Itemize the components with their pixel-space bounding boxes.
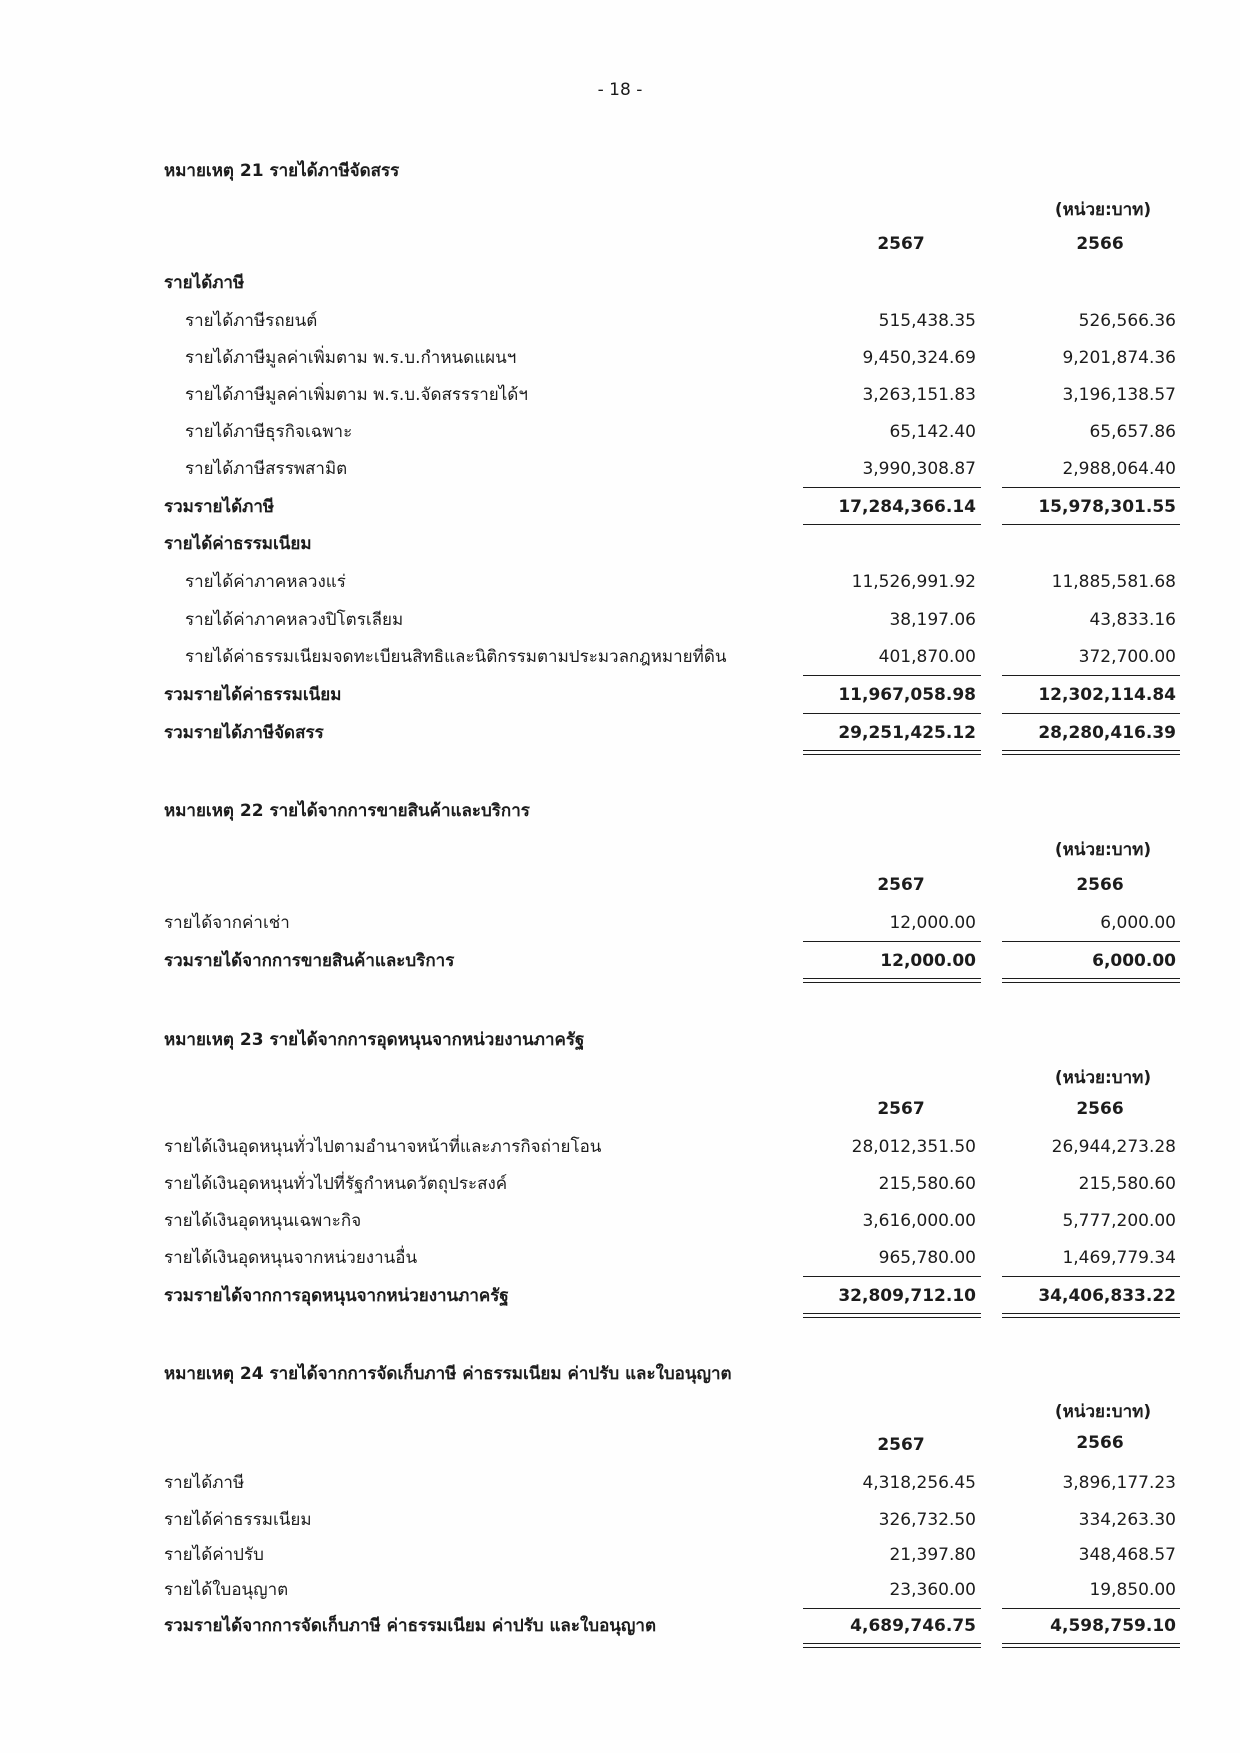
subtotal-row — [0, 682, 1240, 712]
unit-label: (หน่วย:บาท) — [1054, 200, 1152, 220]
note-title: หมายเหตุ 22 รายได้จากการขายสินค้าและบริการ — [164, 801, 530, 821]
double-rule — [803, 1313, 981, 1318]
rule — [803, 524, 981, 525]
rule — [1002, 487, 1180, 488]
total-2567: 12,000.00 — [880, 951, 976, 971]
year-header-2567: 2567 — [877, 234, 925, 254]
table-row — [0, 569, 1240, 599]
table-row — [0, 456, 1240, 486]
year-header-2566: 2566 — [1076, 1099, 1124, 1119]
row-label: รายได้ใบอนุญาต — [164, 1580, 289, 1600]
group-heading-row — [0, 270, 1240, 300]
table-row — [0, 644, 1240, 674]
row-label: รายได้จากค่าเช่า — [164, 913, 290, 933]
table-row — [0, 1134, 1240, 1164]
page-number: - 18 - — [597, 80, 643, 100]
note-title: หมายเหตุ 21 รายได้ภาษีจัดสรร — [164, 161, 400, 181]
note-title: หมายเหตุ 23 รายได้จากการอุดหนุนจากหน่วยงานภาครัฐ — [164, 1030, 585, 1050]
value-2566: 19,850.00 — [1089, 1580, 1176, 1600]
year-header-2566: 2566 — [1076, 1433, 1124, 1453]
value-2566: 526,566.36 — [1078, 311, 1176, 331]
total-label: รวมรายได้จากการขายสินค้าและบริการ — [164, 951, 455, 971]
row-label: รายได้ภาษีมูลค่าเพิ่มตาม พ.ร.บ.กำหนดแผนฯ — [185, 348, 517, 368]
value-2567: 3,616,000.00 — [862, 1211, 976, 1231]
total-row — [0, 948, 1240, 978]
subtotal-row — [0, 494, 1240, 524]
rule — [1002, 524, 1180, 525]
table-row — [0, 607, 1240, 637]
double-rule — [1002, 1643, 1180, 1648]
year-header-2567: 2567 — [877, 875, 925, 895]
unit-label: (หน่วย:บาท) — [1054, 1068, 1152, 1088]
value-2567: 4,318,256.45 — [862, 1473, 976, 1493]
row-label: รายได้เงินอุดหนุนเฉพาะกิจ — [164, 1211, 362, 1231]
row-label: รายได้ภาษี — [164, 1473, 245, 1493]
total-2566: 4,598,759.10 — [1050, 1616, 1176, 1636]
rule — [803, 675, 981, 676]
note-title: หมายเหตุ 24 รายได้จากการจัดเก็บภาษี ค่าธรรมเนียม ค่าปรับ และใบอนุญาต — [164, 1364, 732, 1384]
table-row — [0, 1171, 1240, 1201]
total-2566: 28,280,416.39 — [1038, 723, 1176, 743]
table-row — [0, 382, 1240, 412]
rule — [803, 941, 981, 942]
total-2567: 4,689,746.75 — [850, 1616, 976, 1636]
double-rule — [803, 750, 981, 755]
group-heading-row — [0, 531, 1240, 561]
year-header-2566: 2566 — [1076, 234, 1124, 254]
row-label: รายได้เงินอุดหนุนทั่วไปตามอำนาจหน้าที่และภารกิจถ่ายโอน — [164, 1137, 602, 1157]
value-2567: 401,870.00 — [878, 647, 976, 667]
rule — [803, 487, 981, 488]
subtotal-label: รวมรายได้ค่าธรรมเนียม — [164, 685, 342, 705]
double-rule — [803, 1643, 981, 1648]
rule — [803, 713, 981, 714]
rule — [1002, 675, 1180, 676]
row-label: รายได้ภาษีมูลค่าเพิ่มตาม พ.ร.บ.จัดสรรรายได้ฯ — [185, 385, 528, 405]
table-row — [0, 308, 1240, 338]
value-2566: 1,469,779.34 — [1062, 1248, 1176, 1268]
value-2566: 334,263.30 — [1078, 1510, 1176, 1530]
value-2566: 43,833.16 — [1089, 610, 1176, 630]
row-label: รายได้ค่าปรับ — [164, 1545, 264, 1565]
total-label: รวมรายได้จากการจัดเก็บภาษี ค่าธรรมเนียม ค่าปรับ และใบอนุญาต — [164, 1616, 656, 1636]
row-label: รายได้ภาษีธุรกิจเฉพาะ — [185, 422, 353, 442]
table-row — [0, 910, 1240, 940]
unit-label: (หน่วย:บาท) — [1054, 840, 1152, 860]
row-label: รายได้ค่าธรรมเนียม — [164, 1510, 312, 1530]
double-rule — [803, 978, 981, 983]
value-2567: 28,012,351.50 — [851, 1137, 976, 1157]
row-label: รายได้ค่าธรรมเนียมจดทะเบียนสิทธิและนิติกรรมตามประมวลกฎหมายที่ดิน — [185, 647, 727, 667]
total-2567: 32,809,712.10 — [838, 1286, 976, 1306]
rule — [1002, 941, 1180, 942]
rule — [1002, 1276, 1180, 1277]
subtotal-label: รวมรายได้ภาษี — [164, 497, 275, 517]
total-row — [0, 1613, 1240, 1643]
value-2566: 65,657.86 — [1089, 422, 1176, 442]
value-2567: 23,360.00 — [889, 1580, 976, 1600]
row-label: รายได้เงินอุดหนุนจากหน่วยงานอื่น — [164, 1248, 418, 1268]
total-2566: 34,406,833.22 — [1038, 1286, 1176, 1306]
value-2567: 38,197.06 — [889, 610, 976, 630]
double-rule — [1002, 978, 1180, 983]
total-2567: 29,251,425.12 — [838, 723, 976, 743]
value-2567: 21,397.80 — [889, 1545, 976, 1565]
group-heading: รายได้ค่าธรรมเนียม — [164, 534, 312, 554]
value-2566: 5,777,200.00 — [1062, 1211, 1176, 1231]
value-2566: 372,700.00 — [1078, 647, 1176, 667]
value-2566: 348,468.57 — [1078, 1545, 1176, 1565]
row-label: รายได้เงินอุดหนุนทั่วไปที่รัฐกำหนดวัตถุประสงค์ — [164, 1174, 508, 1194]
table-row — [0, 1470, 1240, 1500]
row-label: รายได้ภาษีสรรพสามิต — [185, 459, 348, 479]
subtotal-2566: 12,302,114.84 — [1038, 685, 1176, 705]
total-row — [0, 720, 1240, 750]
year-header-2567: 2567 — [877, 1435, 925, 1455]
value-2566: 26,944,273.28 — [1051, 1137, 1176, 1157]
value-2567: 65,142.40 — [889, 422, 976, 442]
value-2566: 215,580.60 — [1078, 1174, 1176, 1194]
value-2566: 3,896,177.23 — [1062, 1473, 1176, 1493]
value-2567: 12,000.00 — [889, 913, 976, 933]
total-label: รวมรายได้จากการอุดหนุนจากหน่วยงานภาครัฐ — [164, 1286, 509, 1306]
year-header-2567: 2567 — [877, 1099, 925, 1119]
rule — [803, 1276, 981, 1277]
total-label: รวมรายได้ภาษีจัดสรร — [164, 723, 324, 743]
value-2566: 2,988,064.40 — [1062, 459, 1176, 479]
subtotal-2567: 17,284,366.14 — [838, 497, 976, 517]
value-2567: 9,450,324.69 — [862, 348, 976, 368]
table-row — [0, 419, 1240, 449]
table-row — [0, 1542, 1240, 1572]
table-row — [0, 1245, 1240, 1275]
value-2567: 515,438.35 — [878, 311, 976, 331]
table-row — [0, 345, 1240, 375]
value-2567: 326,732.50 — [878, 1510, 976, 1530]
subtotal-2567: 11,967,058.98 — [838, 685, 976, 705]
row-label: รายได้ค่าภาคหลวงแร่ — [185, 572, 346, 592]
rule — [803, 1608, 981, 1609]
table-row — [0, 1577, 1240, 1607]
value-2566: 6,000.00 — [1100, 913, 1176, 933]
value-2567: 965,780.00 — [878, 1248, 976, 1268]
row-label: รายได้ภาษีรถยนต์ — [185, 311, 318, 331]
total-row — [0, 1283, 1240, 1313]
value-2566: 11,885,581.68 — [1051, 572, 1176, 592]
double-rule — [1002, 750, 1180, 755]
subtotal-2566: 15,978,301.55 — [1038, 497, 1176, 517]
value-2566: 3,196,138.57 — [1062, 385, 1176, 405]
rule — [1002, 713, 1180, 714]
value-2567: 3,990,308.87 — [862, 459, 976, 479]
group-heading: รายได้ภาษี — [164, 273, 245, 293]
table-row — [0, 1208, 1240, 1238]
table-row — [0, 1507, 1240, 1537]
double-rule — [1002, 1313, 1180, 1318]
rule — [1002, 1608, 1180, 1609]
value-2567: 3,263,151.83 — [862, 385, 976, 405]
value-2567: 11,526,991.92 — [851, 572, 976, 592]
total-2566: 6,000.00 — [1092, 951, 1176, 971]
unit-label: (หน่วย:บาท) — [1054, 1402, 1152, 1422]
value-2566: 9,201,874.36 — [1062, 348, 1176, 368]
row-label: รายได้ค่าภาคหลวงปิโตรเลียม — [185, 610, 404, 630]
year-header-2566: 2566 — [1076, 875, 1124, 895]
value-2567: 215,580.60 — [878, 1174, 976, 1194]
